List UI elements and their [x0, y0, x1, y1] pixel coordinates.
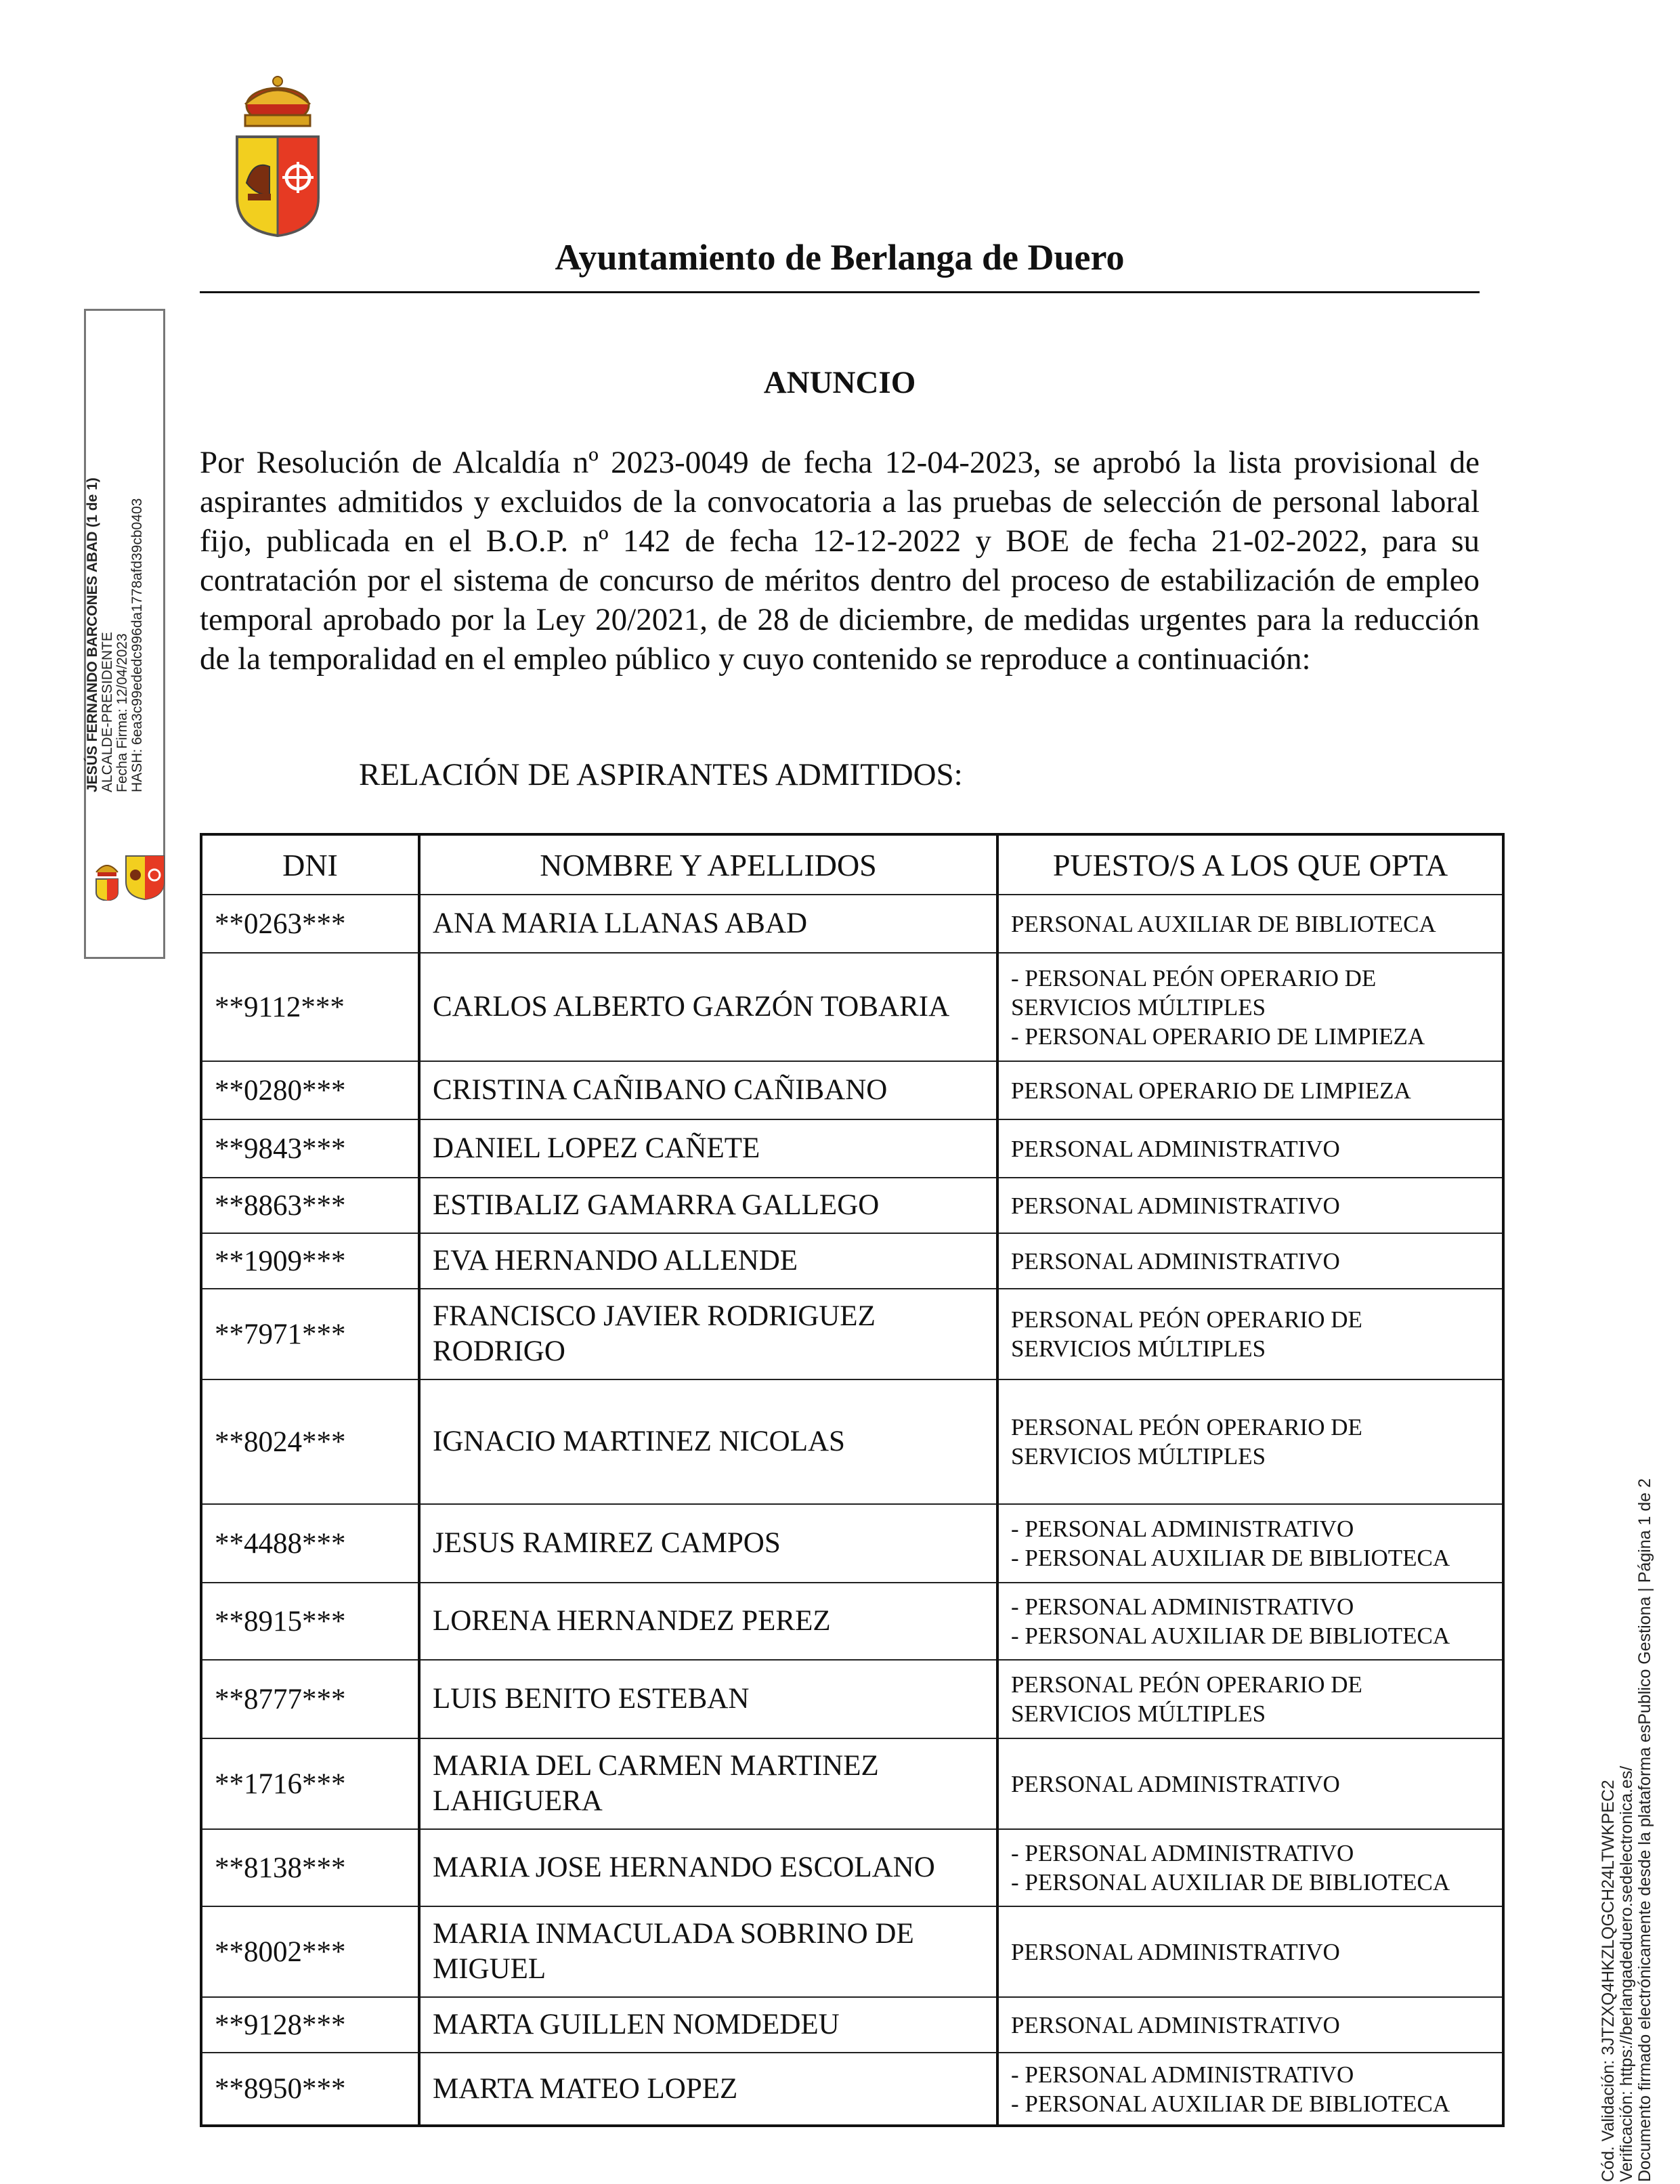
dni-cell: **9112***: [201, 953, 419, 1061]
dni-cell: **9128***: [201, 1997, 419, 2053]
name-cell: MARIA JOSE HERNANDO ESCOLANO: [419, 1829, 997, 1906]
table-row: [201, 1583, 1503, 1660]
table-row: [201, 1738, 1503, 1829]
position-line: SERVICIOS MÚLTIPLES: [1011, 1700, 1266, 1727]
column-header-name: NOMBRE Y APELLIDOS: [419, 834, 997, 895]
position-line: PERSONAL OPERARIO DE LIMPIEZA: [1011, 1077, 1411, 1104]
dni-cell: **8777***: [201, 1660, 419, 1738]
signer-role: ALCALDE-PRESIDENTE: [100, 632, 115, 792]
position-line: PERSONAL PEÓN OPERARIO DE: [1011, 1306, 1362, 1333]
table-row: [201, 953, 1503, 1061]
table-row: [201, 1061, 1503, 1119]
notice-body: Por Resolución de Alcaldía nº 2023-0049 de fecha 12-04-2023, se aprobó la lista provisional de aspirantes admitidos y excluidos de la convocatoria a las pruebas de selección de personal laboral fijo, publicada en el B.O.P. nº 142 de fecha 12-12-2022 y BOE de fecha 21-02-2022, para su contratación por el sistema de concurso de méritos dentro del proceso de estabilización de empleo temporal aprobado por la Ley 20/2021, de 28 de diciembre, de medidas urgentes para la reducción de la temporalidad en el empleo público y cuyo contenido se reproduce a continuación:: [200, 445, 1480, 677]
name-cell: FRANCISCO JAVIER RODRIGUEZ RODRIGO: [419, 1289, 997, 1379]
signature-hash: HASH: 6ea3c99ededc996da1778afd39cb0403: [129, 498, 145, 792]
positions-cell: [997, 2053, 1503, 2126]
positions-cell: [997, 1829, 1503, 1906]
position-line: PERSONAL PEÓN OPERARIO DE: [1011, 1414, 1362, 1440]
positions-cell: [997, 1061, 1503, 1119]
position-line: SERVICIOS MÚLTIPLES: [1011, 1443, 1266, 1470]
position-line: - PERSONAL OPERARIO DE LIMPIEZA: [1011, 1023, 1425, 1050]
name-cell: IGNACIO MARTINEZ NICOLAS: [419, 1379, 997, 1504]
table-row: [201, 1233, 1503, 1289]
positions-cell: [997, 1119, 1503, 1178]
positions-cell: [997, 1738, 1503, 1829]
name-cell: MARIA DEL CARMEN MARTINEZ LAHIGUERA: [419, 1738, 997, 1829]
verification-url: Verificación: https://berlangadeduero.sedelectronica.es/: [1617, 1765, 1636, 2182]
positions-cell: [997, 1583, 1503, 1660]
position-line: - PERSONAL ADMINISTRATIVO: [1011, 1593, 1354, 1620]
name-cell: LORENA HERNANDEZ PEREZ: [419, 1583, 997, 1660]
table-row: [201, 1289, 1503, 1379]
name-cell: MARTA GUILLEN NOMDEDEU: [419, 1997, 997, 2053]
name-cell: MARTA MATEO LOPEZ: [419, 2053, 997, 2126]
name-cell: EVA HERNANDO ALLENDE: [419, 1233, 997, 1289]
positions-cell: [997, 1178, 1503, 1233]
positions-cell: [997, 1997, 1503, 2053]
signature-stamp: [85, 477, 160, 792]
dni-cell: **8915***: [201, 1583, 419, 1660]
dni-cell: **0280***: [201, 1061, 419, 1119]
table-row: [201, 1829, 1503, 1906]
organization-title: Ayuntamiento de Berlanga de Duero: [555, 237, 1125, 278]
position-line: PERSONAL ADMINISTRATIVO: [1011, 2011, 1340, 2038]
dni-cell: **7971***: [201, 1289, 419, 1379]
name-cell: ANA MARIA LLANAS ABAD: [419, 895, 997, 953]
table-row: [201, 2053, 1503, 2126]
dni-cell: **8863***: [201, 1178, 419, 1233]
positions-cell: [997, 1233, 1503, 1289]
position-line: PERSONAL ADMINISTRATIVO: [1011, 1192, 1340, 1219]
signer-name: JESÚS FERNANDO BARCONES ABAD (1 de 1): [85, 477, 100, 792]
coat-of-arms-logo: [230, 76, 325, 238]
position-line: - PERSONAL AUXILIAR DE BIBLIOTECA: [1011, 1869, 1450, 1896]
position-line: PERSONAL ADMINISTRATIVO: [1011, 1247, 1340, 1275]
table-row: [201, 1660, 1503, 1738]
positions-cell: [997, 1906, 1503, 1997]
dni-cell: **8138***: [201, 1829, 419, 1906]
dni-cell: **8950***: [201, 2053, 419, 2126]
position-line: SERVICIOS MÚLTIPLES: [1011, 1335, 1266, 1362]
name-cell: CARLOS ALBERTO GARZÓN TOBARIA: [419, 953, 997, 1061]
table-header-row: [201, 834, 1503, 895]
validation-code: Cód. Validación: 3JTZXQ4HKZLQGCH24LTWKPEC2: [1599, 1780, 1618, 2182]
position-line: PERSONAL ADMINISTRATIVO: [1011, 1938, 1340, 1965]
position-line: - PERSONAL AUXILIAR DE BIBLIOTECA: [1011, 2090, 1450, 2117]
dni-cell: **9843***: [201, 1119, 419, 1178]
name-cell: CRISTINA CAÑIBANO CAÑIBANO: [419, 1061, 997, 1119]
dni-cell: **0263***: [201, 895, 419, 953]
signature-crest-icon: [91, 847, 165, 901]
positions-cell: [997, 1379, 1503, 1504]
admitted-applicants-table: [200, 833, 1505, 2127]
position-line: - PERSONAL ADMINISTRATIVO: [1011, 2061, 1354, 2088]
name-cell: JESUS RAMIREZ CAMPOS: [419, 1504, 997, 1583]
title-divider: [200, 291, 1480, 293]
name-cell: MARIA INMACULADA SOBRINO DE MIGUEL: [419, 1906, 997, 1997]
signed-platform-note: Documento firmado electrónicamente desde la plataforma esPublico Gestiona | Página 1 de 2: [1635, 1478, 1654, 2182]
notice-title: ANUNCIO: [763, 365, 916, 400]
dni-cell: **8024***: [201, 1379, 419, 1504]
list-heading: RELACIÓN DE ASPIRANTES ADMITIDOS:: [359, 757, 963, 792]
position-line: PERSONAL PEÓN OPERARIO DE: [1011, 1671, 1362, 1698]
positions-cell: [997, 895, 1503, 953]
signature-date: Fecha Firma: 12/04/2023: [114, 633, 130, 792]
positions-cell: [997, 1289, 1503, 1379]
validation-footer: [1599, 1464, 1674, 2182]
position-line: - PERSONAL PEÓN OPERARIO DE: [1011, 964, 1377, 991]
position-line: SERVICIOS MÚLTIPLES: [1011, 993, 1266, 1021]
table-row: [201, 1178, 1503, 1233]
position-line: - PERSONAL ADMINISTRATIVO: [1011, 1840, 1354, 1866]
table-row: [201, 895, 1503, 953]
table-row: [201, 1504, 1503, 1583]
table-row: [201, 1997, 1503, 2053]
name-cell: LUIS BENITO ESTEBAN: [419, 1660, 997, 1738]
column-header-dni: DNI: [201, 834, 419, 895]
position-line: - PERSONAL AUXILIAR DE BIBLIOTECA: [1011, 1545, 1450, 1571]
table-row: [201, 1906, 1503, 1997]
dni-cell: **1909***: [201, 1233, 419, 1289]
position-line: - PERSONAL ADMINISTRATIVO: [1011, 1516, 1354, 1542]
positions-cell: [997, 1660, 1503, 1738]
column-header-positions: PUESTO/S A LOS QUE OPTA: [997, 834, 1503, 895]
table-body: [201, 895, 1503, 2126]
positions-cell: [997, 953, 1503, 1061]
table-row: [201, 1379, 1503, 1504]
dni-cell: **8002***: [201, 1906, 419, 1997]
name-cell: DANIEL LOPEZ CAÑETE: [419, 1119, 997, 1178]
dni-cell: **1716***: [201, 1738, 419, 1829]
name-cell: ESTIBALIZ GAMARRA GALLEGO: [419, 1178, 997, 1233]
positions-cell: [997, 1504, 1503, 1583]
position-line: PERSONAL ADMINISTRATIVO: [1011, 1135, 1340, 1162]
position-line: PERSONAL ADMINISTRATIVO: [1011, 1770, 1340, 1797]
position-line: - PERSONAL AUXILIAR DE BIBLIOTECA: [1011, 1623, 1450, 1649]
position-line: PERSONAL AUXILIAR DE BIBLIOTECA: [1011, 910, 1436, 937]
dni-cell: **4488***: [201, 1504, 419, 1583]
table-row: [201, 1119, 1503, 1178]
